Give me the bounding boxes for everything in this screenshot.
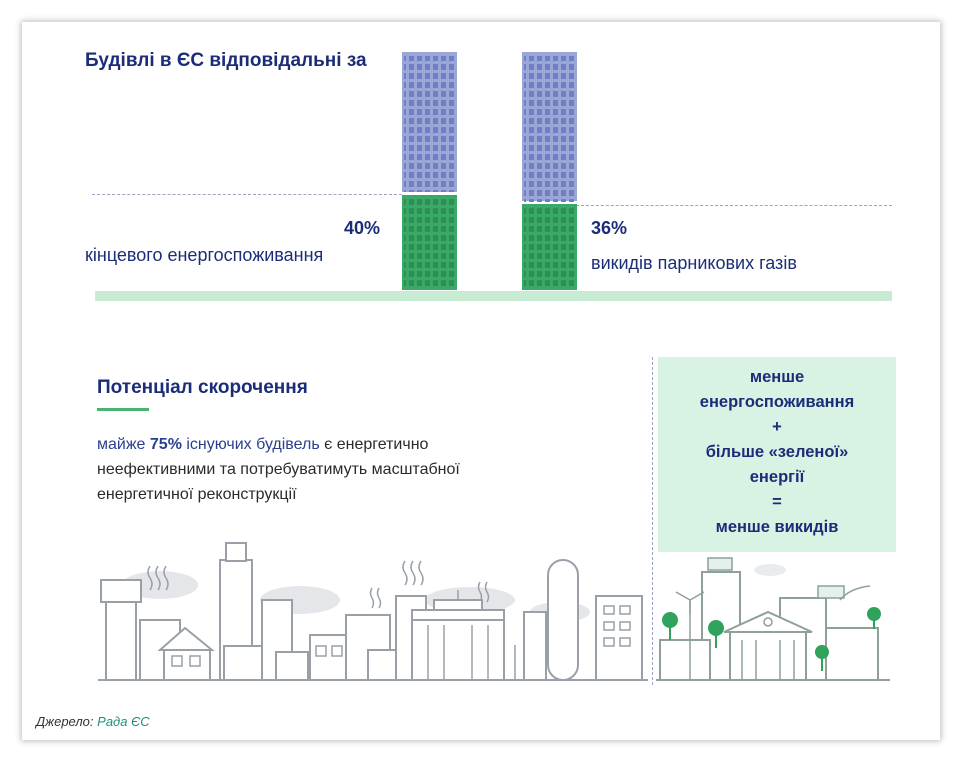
equation-line: енергії (749, 468, 805, 486)
tower-2-windows (524, 56, 575, 202)
grey-city (98, 543, 648, 680)
potential-text-mid: існуючих будівель (181, 436, 325, 453)
tower-1-green-windows (404, 196, 455, 288)
source-note (36, 714, 150, 729)
cloud-icon (754, 564, 786, 576)
stat-2-label: викидів парникових газів (591, 253, 797, 273)
equation-line: більше «зеленої» (705, 443, 849, 461)
equation-line: менше (749, 368, 805, 386)
page-title: Будівлі в ЄС відповідальні за (85, 50, 367, 71)
source-link[interactable]: Рада ЄС (97, 714, 150, 729)
stat-1-label: кінцевого енергоспоживання (85, 245, 324, 265)
source-label: Джерело: (36, 714, 94, 729)
potential-text-lead: майже (97, 436, 150, 453)
green-city (656, 572, 890, 680)
equation-line: = (772, 493, 782, 511)
potential-title: Потенціал скорочення (97, 377, 308, 398)
stat-2-percent: 36% (591, 218, 628, 238)
stat-1-percent: 40% (344, 218, 381, 238)
equation-line: менше викидів (715, 518, 839, 536)
tower-1-windows (404, 56, 455, 192)
equation-line: + (772, 418, 782, 436)
potential-text-tail: є енергетично неефективними та потребуватимуть масштабної енергетичної реконструкції (97, 436, 460, 503)
potential-text-bold: 75% (149, 436, 182, 453)
equation-line: енергоспоживання (699, 393, 855, 411)
tower-2-green-windows (524, 206, 575, 288)
